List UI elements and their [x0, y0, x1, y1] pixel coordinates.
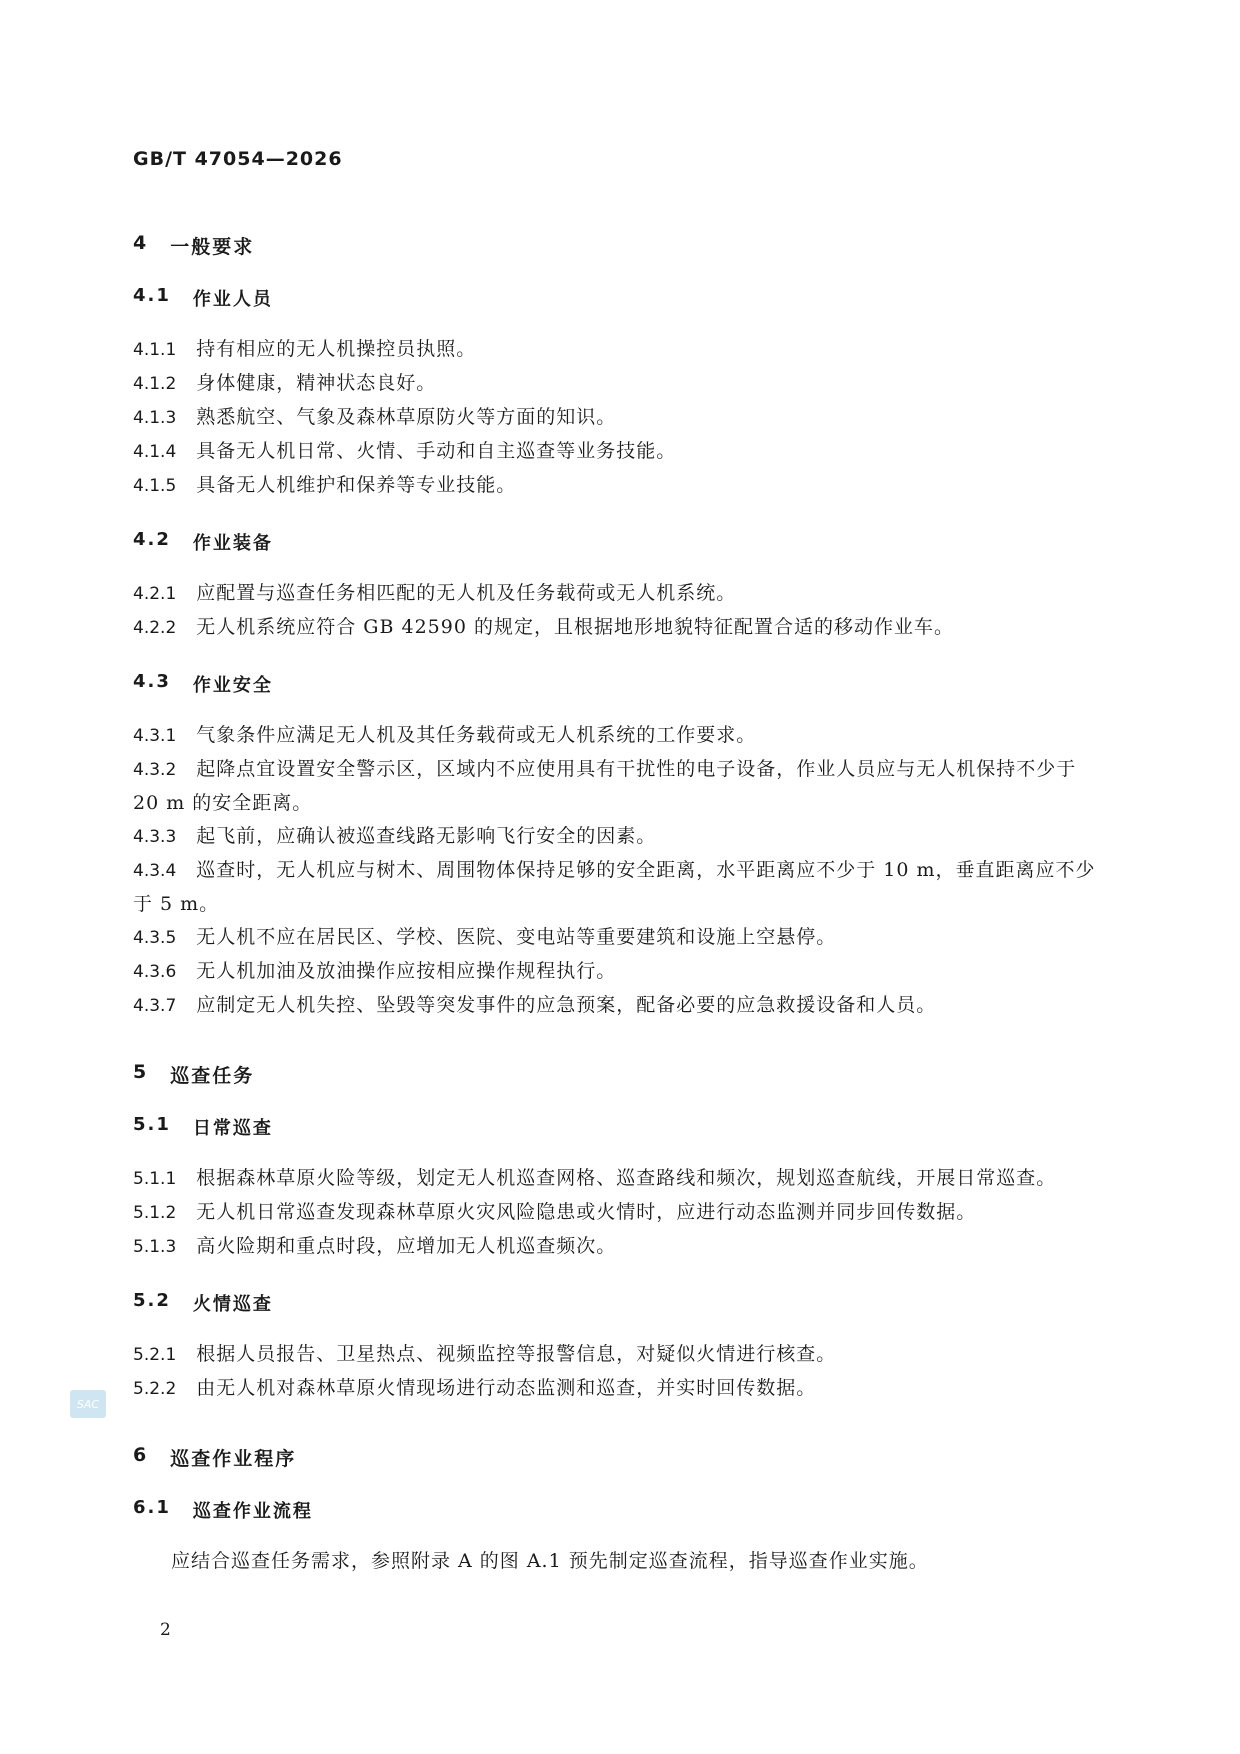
- clause-text: 巡查时，无人机应与树木、周围物体保持足够的安全距离，水平距离应不少于 10 m，垂直距离应不少于 5 m。: [133, 859, 1096, 915]
- clause-text: 根据人员报告、卫星热点、视频监控等报警信息，对疑似火情进行核查。: [196, 1343, 837, 1365]
- heading-number: 4.1: [133, 285, 171, 306]
- standard-code: GB/T 47054—2026: [133, 148, 343, 170]
- clause-text: 应制定无人机失控、坠毁等突发事件的应急预案，配备必要的应急救援设备和人员。: [196, 994, 937, 1016]
- clause-number: 4.2.2: [133, 618, 177, 638]
- body-paragraph: 应结合巡查任务需求，参照附录 A 的图 A.1 预先制定巡查流程，指导巡查作业实施。: [171, 1550, 929, 1572]
- clause-text: 起飞前，应确认被巡查线路无影响飞行安全的因素。: [196, 825, 657, 847]
- clause-number: 5.2.2: [133, 1379, 177, 1399]
- clause-item: [133, 719, 1103, 753]
- clause-text: 熟悉航空、气象及森林草原防火等方面的知识。: [196, 406, 617, 428]
- heading-number: 5.2: [133, 1290, 171, 1311]
- clause-text: 具备无人机维护和保养等专业技能。: [196, 474, 517, 496]
- page-number: 2: [160, 1620, 171, 1640]
- clause-text: 无人机不应在居民区、学校、医院、变电站等重要建筑和设施上空悬停。: [196, 926, 837, 948]
- clause-item: [133, 367, 1103, 401]
- subsection-heading: [133, 671, 1103, 697]
- subsection-heading: [133, 1290, 1103, 1316]
- clause-number: 4.1.1: [133, 340, 177, 360]
- section-heading: [133, 1061, 1103, 1088]
- clause-number: 5.1.3: [133, 1237, 177, 1257]
- heading-title: 日常巡查: [192, 1118, 273, 1139]
- heading-number: 4: [133, 232, 149, 254]
- clause-item: [133, 854, 1103, 921]
- clause-item: [133, 1230, 1103, 1264]
- clause-item: [133, 989, 1103, 1023]
- clause-item: [133, 469, 1103, 503]
- section-heading: [133, 1444, 1103, 1471]
- sac-watermark-logo: [70, 1390, 106, 1418]
- clause-text: 无人机日常巡查发现森林草原火灾风险隐患或火情时，应进行动态监测并同步回传数据。: [196, 1201, 977, 1223]
- subsection-heading: [133, 1497, 1103, 1523]
- clause-text: 身体健康，精神状态良好。: [196, 372, 437, 394]
- heading-title: 火情巡查: [192, 1294, 273, 1315]
- clause-number: 4.1.3: [133, 408, 177, 428]
- clause-item: [133, 1372, 1103, 1406]
- clause-text: 无人机系统应符合 GB 42590 的规定，且根据地形地貌特征配置合适的移动作业车。: [196, 616, 954, 638]
- clause-number: 4.3.1: [133, 726, 177, 746]
- clause-number: 5.1.2: [133, 1203, 177, 1223]
- heading-number: 4.3: [133, 671, 171, 692]
- clause-item: [133, 401, 1103, 435]
- clause-text: 具备无人机日常、火情、手动和自主巡查等业务技能。: [196, 440, 677, 462]
- clause-item: [133, 955, 1103, 989]
- clause-number: 5.2.1: [133, 1345, 177, 1365]
- clause-item: [133, 753, 1103, 820]
- subsection-heading: [133, 529, 1103, 555]
- heading-number: 6: [133, 1444, 149, 1466]
- heading-number: 6.1: [133, 1497, 171, 1518]
- clause-text: 持有相应的无人机操控员执照。: [196, 338, 477, 360]
- subsection-heading: [133, 285, 1103, 311]
- clause-text: 高火险期和重点时段，应增加无人机巡查频次。: [196, 1235, 617, 1257]
- clause-item: [133, 333, 1103, 367]
- clause-item: [133, 577, 1103, 611]
- clause-item: [133, 1162, 1103, 1196]
- heading-title: 巡查作业程序: [170, 1448, 297, 1470]
- clause-number: 5.1.1: [133, 1169, 177, 1189]
- clause-text: 应配置与巡查任务相匹配的无人机及任务载荷或无人机系统。: [196, 582, 737, 604]
- clause-item: [133, 921, 1103, 955]
- section-heading: [133, 232, 1103, 259]
- clause-item: [133, 820, 1103, 854]
- clause-number: 4.3.2: [133, 760, 177, 780]
- clause-text: 气象条件应满足无人机及其任务载荷或无人机系统的工作要求。: [196, 724, 757, 746]
- clause-number: 4.1.2: [133, 374, 177, 394]
- clause-number: 4.1.4: [133, 442, 177, 462]
- heading-title: 作业装备: [192, 533, 273, 554]
- clause-number: 4.1.5: [133, 476, 177, 496]
- clause-item: [133, 1338, 1103, 1372]
- watermark-text: SAC: [76, 1397, 100, 1411]
- clause-number: 4.3.6: [133, 962, 177, 982]
- clause-text: 由无人机对森林草原火情现场进行动态监测和巡查，并实时回传数据。: [196, 1377, 817, 1399]
- heading-number: 4.2: [133, 529, 171, 550]
- clause-number: 4.3.7: [133, 996, 177, 1016]
- clause-text: 起降点宜设置安全警示区，区域内不应使用具有干扰性的电子设备，作业人员应与无人机保持不少于 20 m 的安全距离。: [133, 758, 1077, 814]
- clause-item: [133, 1196, 1103, 1230]
- heading-title: 一般要求: [170, 236, 255, 258]
- clause-number: 4.3.5: [133, 928, 177, 948]
- clause-item: [133, 611, 1103, 645]
- heading-title: 作业安全: [192, 675, 273, 696]
- heading-title: 作业人员: [192, 289, 273, 310]
- clause-text: 无人机加油及放油操作应按相应操作规程执行。: [196, 960, 617, 982]
- clause-number: 4.3.4: [133, 861, 177, 881]
- clause-text: 根据森林草原火险等级，划定无人机巡查网格、巡查路线和频次，规划巡查航线，开展日常巡查。: [196, 1167, 1057, 1189]
- heading-number: 5.1: [133, 1114, 171, 1135]
- subsection-heading: [133, 1114, 1103, 1140]
- heading-number: 5: [133, 1061, 149, 1083]
- heading-title: 巡查作业流程: [192, 1501, 313, 1522]
- heading-title: 巡查任务: [170, 1065, 255, 1087]
- document-body: [133, 232, 1103, 1578]
- clause-number: 4.3.3: [133, 827, 177, 847]
- clause-number: 4.2.1: [133, 584, 177, 604]
- clause-item: [133, 435, 1103, 469]
